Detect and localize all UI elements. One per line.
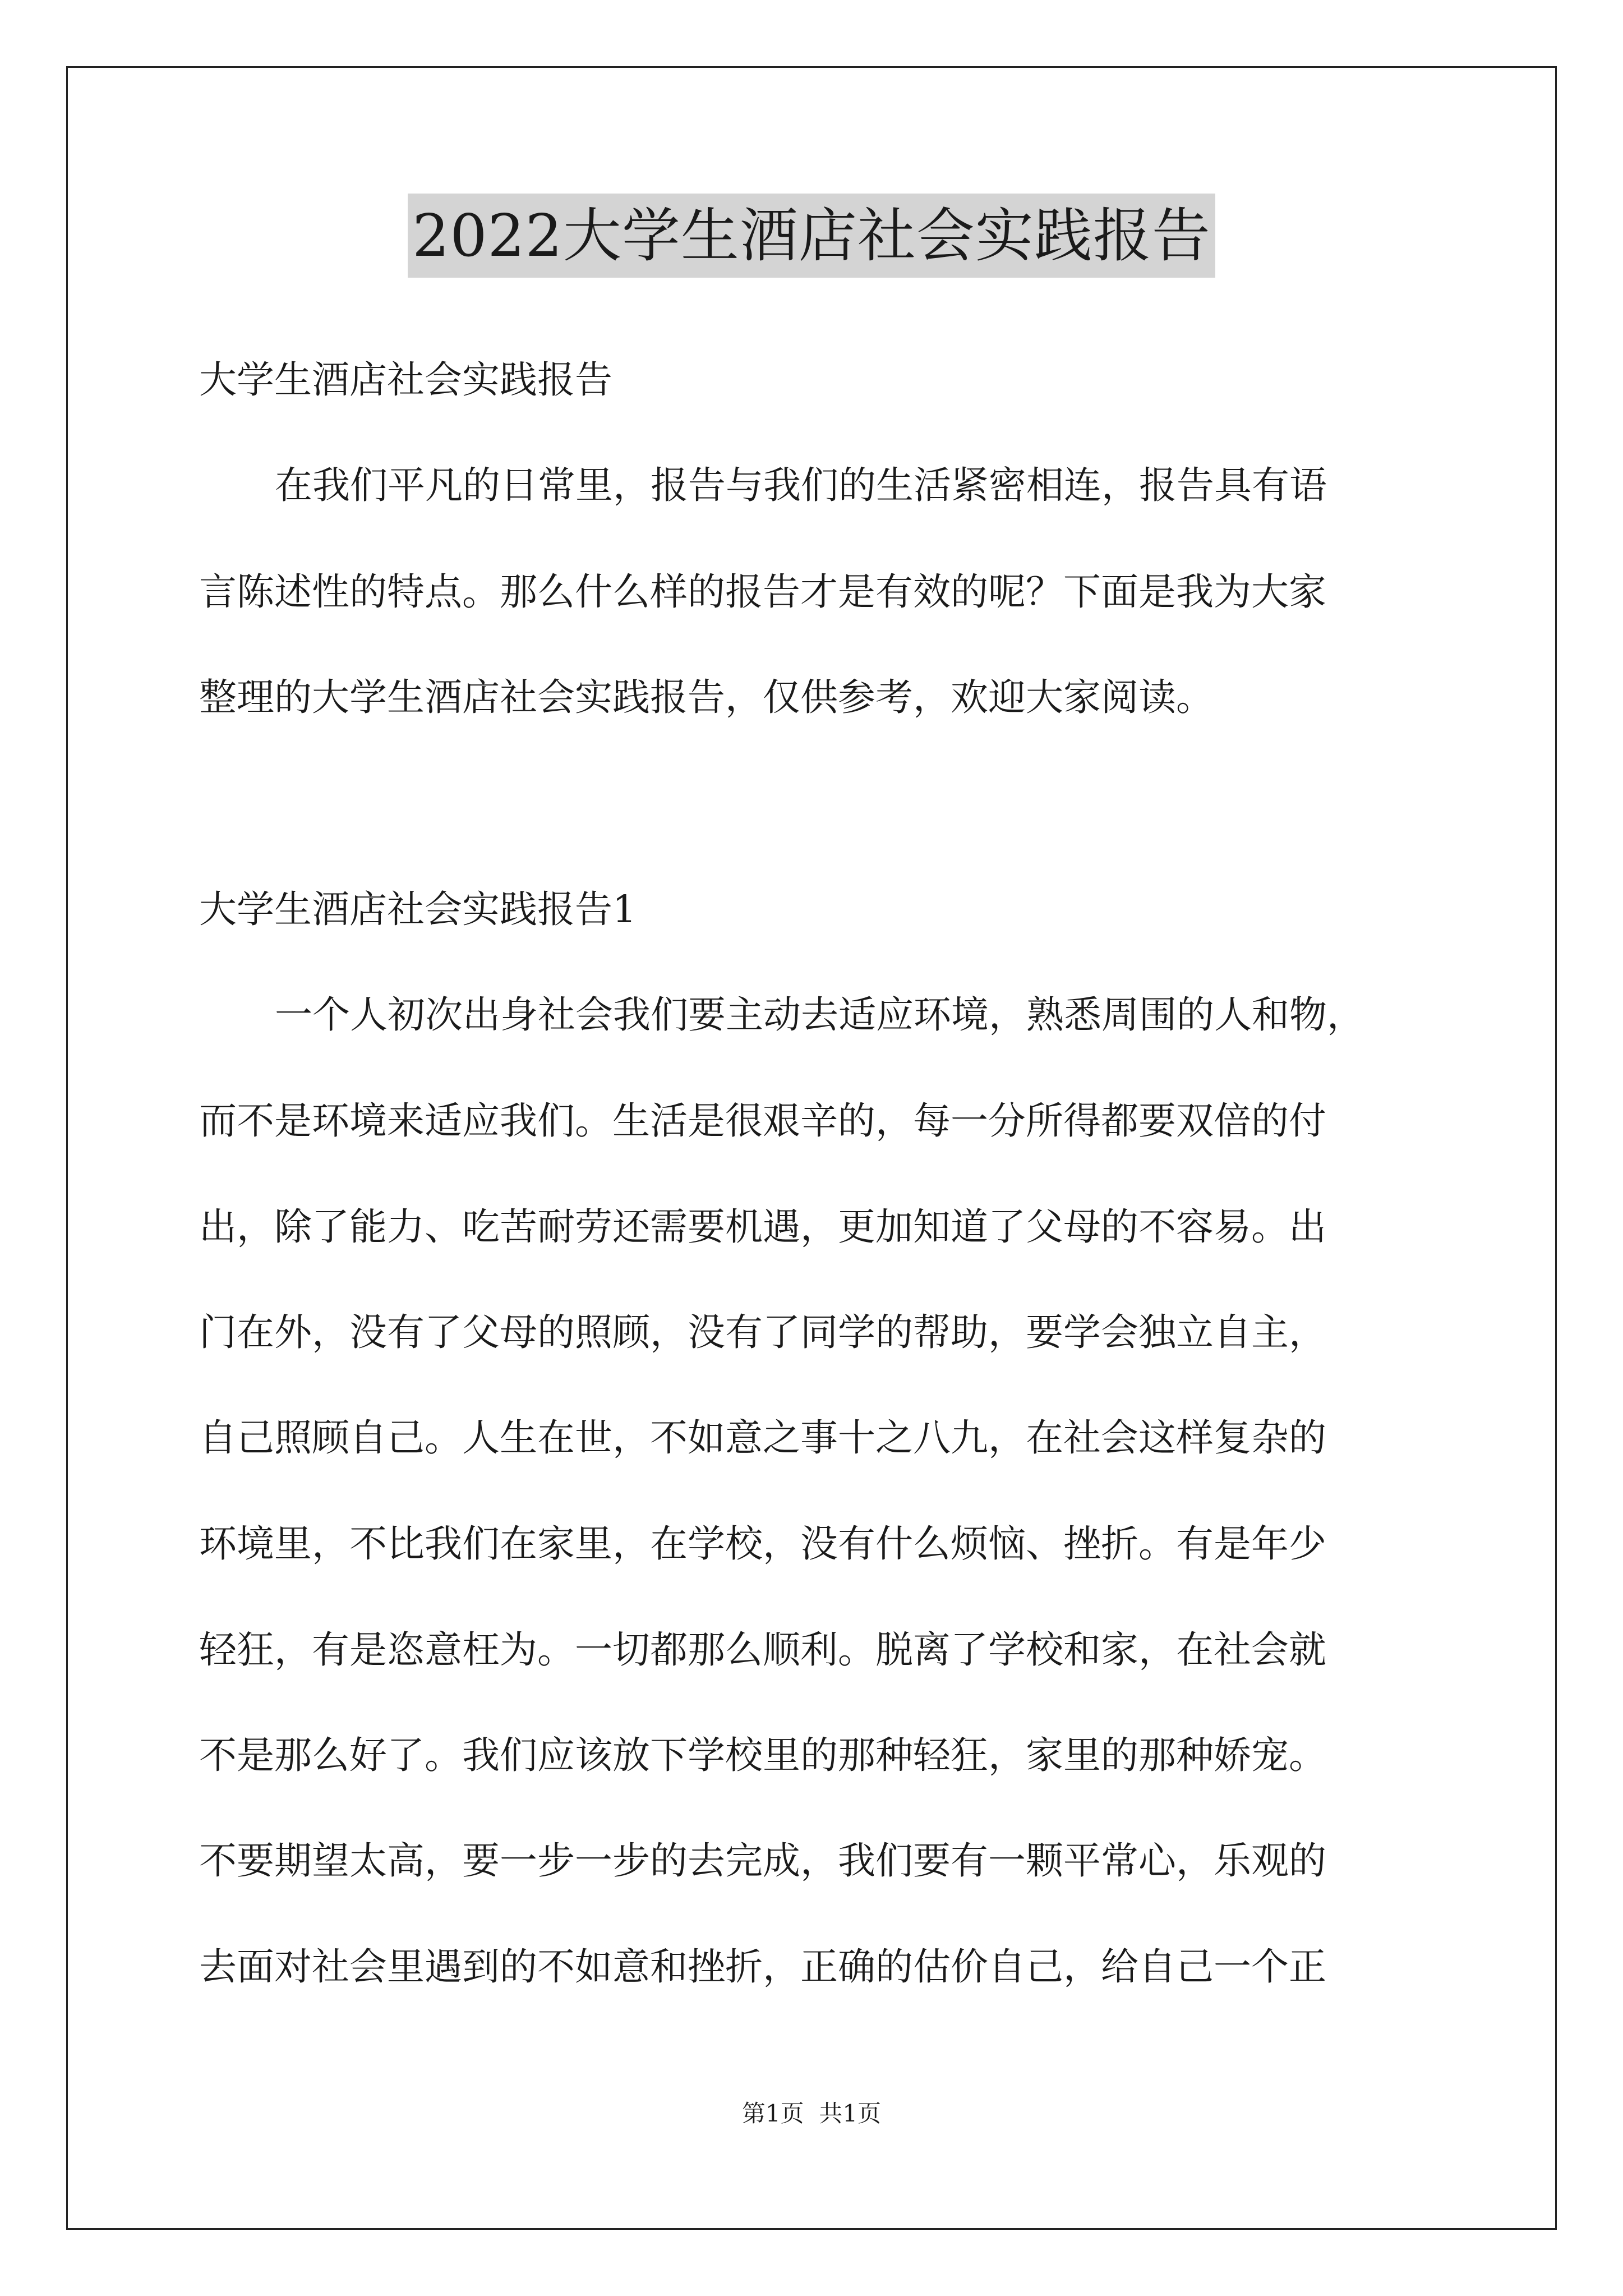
section-line: 去面对社会里遇到的不如意和挫折，正确的估价自己，给自己一个正 xyxy=(199,1945,1326,1989)
section-line: 轻狂，有是恣意枉为。一切都那么顺利。脱离了学校和家，在社会就 xyxy=(199,1628,1326,1672)
document-title: 2022大学生酒店社会实践报告 xyxy=(408,194,1215,278)
intro-line: 在我们平凡的日常里，报告与我们的生活紧密相连，报告具有语 xyxy=(275,463,1327,507)
section-line: 门在外，没有了父母的照顾，没有了同学的帮助，要学会独立自主， xyxy=(199,1310,1326,1354)
intro-line: 整理的大学生酒店社会实践报告，仅供参考，欢迎大家阅读。 xyxy=(199,675,1214,719)
section-line: 不要期望太高，要一步一步的去完成，我们要有一颗平常心，乐观的 xyxy=(199,1839,1326,1883)
page-number: 第1页 共1页 xyxy=(741,2100,882,2127)
page-footer xyxy=(0,2097,1623,2131)
section-heading: 大学生酒店社会实践报告1 xyxy=(199,887,637,931)
document-subtitle: 大学生酒店社会实践报告 xyxy=(199,358,612,402)
section-line: 环境里，不比我们在家里，在学校，没有什么烦恼、挫折。有是年少 xyxy=(199,1522,1326,1566)
intro-line: 言陈述性的特点。那么什么样的报告才是有效的呢？下面是我为大家 xyxy=(199,570,1326,614)
title-container xyxy=(0,194,1623,278)
section-line: 一个人初次出身社会我们要主动去适应环境，熟悉周围的人和物， xyxy=(275,993,1364,1037)
section-line: 不是那么好了。我们应该放下学校里的那种轻狂，家里的那种娇宠。 xyxy=(199,1733,1326,1777)
section-line: 出，除了能力、吃苦耐劳还需要机遇，更加知道了父母的不容易。出 xyxy=(199,1205,1326,1249)
section-line: 而不是环境来适应我们。生活是很艰辛的，每一分所得都要双倍的付 xyxy=(199,1099,1326,1143)
section-line: 自己照顾自己。人生在世，不如意之事十之八九，在社会这样复杂的 xyxy=(199,1416,1326,1460)
